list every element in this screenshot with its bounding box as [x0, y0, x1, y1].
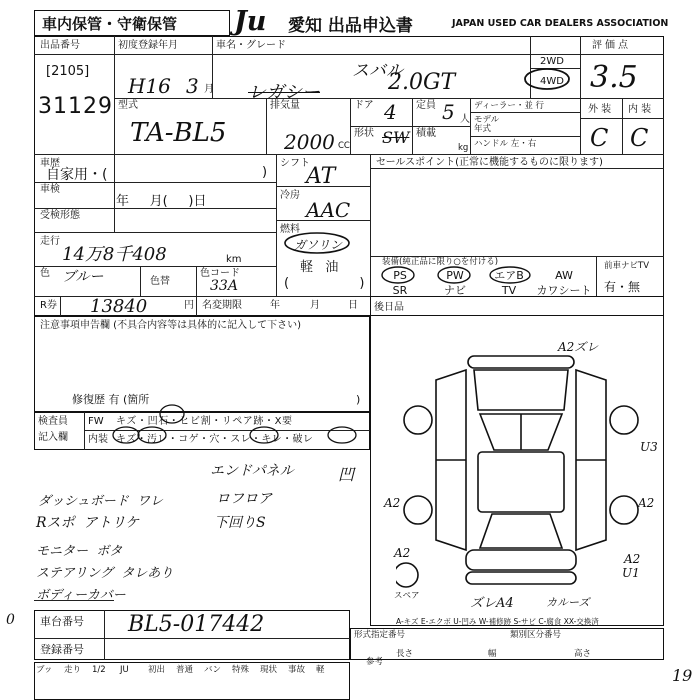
equip-airbag: エアB: [494, 269, 524, 282]
aircon-label: 冷房: [280, 190, 300, 201]
form-title: 愛知 出品申込書: [288, 16, 413, 36]
notes-label: 注意事項申告欄 (不具合内容等は具体的に記入して下さい): [40, 320, 301, 331]
equip-tv: TV: [501, 284, 517, 298]
registration-label: 登録番号: [40, 643, 84, 656]
note-monitor: モニター ボタ: [36, 544, 123, 559]
nc-year: 年: [270, 300, 280, 311]
color-code-value: 33A: [210, 278, 238, 294]
sales-points-label: セールスポイント(正常に機能するものに限ります): [376, 157, 603, 168]
use-type-close: ): [262, 165, 268, 180]
col-3: JU: [120, 665, 129, 675]
diagram-mark-a2-right: A2: [638, 496, 655, 510]
category-label: 類別区分番号: [510, 630, 562, 640]
capacity-unit: 人: [460, 114, 470, 125]
exterior-label: 外 装: [588, 104, 612, 115]
fw-row: キズ・凹石・ヒビ割・リペア跡・X要: [116, 416, 293, 427]
note-end-panel: エンドパネル: [210, 463, 294, 479]
car-history-label: 車歴: [40, 158, 60, 169]
score-title: 評価点: [592, 40, 631, 51]
shape-value: SW: [382, 128, 410, 147]
entry-label: 記入欄: [38, 432, 68, 443]
note-steering: ステアリング タレあり: [36, 566, 174, 581]
grade-value: 2.0GT: [388, 70, 456, 95]
drive-circle: [522, 66, 572, 92]
note-underbody: 下回りS: [214, 515, 266, 531]
equip-aw: AW: [555, 269, 573, 282]
color-change-label: 色替: [150, 276, 170, 287]
handle-label: ハンドル 左・右: [474, 139, 537, 149]
doors-label: ドア: [354, 100, 374, 111]
equip-sr: SR: [392, 284, 408, 298]
equip-leather: カワシート: [536, 284, 592, 298]
capacity-value: 5: [442, 100, 455, 124]
mileage-value: 14万8千408: [62, 244, 167, 265]
tally-mark: 19: [672, 666, 693, 685]
length-label: 長さ: [396, 649, 414, 659]
bottom-columns: [36, 666, 344, 675]
note-body-cover: ボディーカバー: [36, 588, 126, 603]
exterior-grade: C: [590, 124, 609, 152]
reference-label: 参考: [366, 657, 384, 667]
kg-unit: kg: [458, 143, 469, 153]
diagram-mark-top: A2ズレ: [558, 340, 599, 354]
inspection-type-label: 受検形態: [40, 210, 80, 221]
load-label: 積載: [416, 128, 436, 139]
col-7: 特殊: [232, 665, 250, 675]
shift-value: AT: [306, 164, 336, 189]
diagram-mark-bottom: ズレA4: [470, 596, 514, 611]
note-floor: ロフロア: [216, 491, 272, 507]
width-label: 幅: [488, 649, 497, 659]
yen-unit: 円: [184, 300, 194, 311]
equipment-label: 装備(純正品に限り○を付ける): [382, 257, 499, 267]
spare-label: スペア: [394, 591, 420, 601]
diagram-mark-a2-left: A2: [384, 496, 401, 510]
color-code-label: 色コード: [200, 268, 240, 279]
navi-options: 有・無: [604, 280, 641, 294]
displacement-value: 2000: [284, 130, 335, 154]
recycle-label: R券: [40, 300, 57, 311]
repair-history-label: 修復歴 有 (箇所: [72, 393, 150, 406]
fuel-label: 燃料: [280, 224, 300, 235]
brand-name: スバル: [352, 61, 403, 81]
shift-label: シフト: [280, 158, 310, 169]
fuel-value: ガソリン: [294, 238, 343, 252]
note-dent: 凹: [338, 465, 355, 484]
inspector-label: 検査員: [38, 416, 68, 427]
diagram-mark-a2-lower-right: A2: [624, 552, 641, 566]
note-dashboard: ダッシュボード ワレ: [38, 494, 164, 509]
col-10: 軽: [316, 665, 325, 675]
color-label: 色: [40, 268, 50, 279]
cc-unit: CC: [338, 141, 350, 151]
km-unit: km: [226, 254, 242, 265]
lot-number-label: 出品番号: [40, 40, 80, 51]
inspection-circles: [112, 402, 372, 450]
interior-prefix: 内装: [88, 434, 108, 445]
type-cert-label: 形式指定番号: [354, 630, 406, 640]
car-name-label: 車名・グレード: [216, 40, 286, 51]
displacement-label: 排気量: [270, 100, 300, 111]
diagram-mark-bottom-right: カルーズ: [546, 596, 590, 609]
chassis-value: BL5-017442: [128, 612, 265, 637]
reg-month-unit: 月: [204, 84, 214, 95]
col-1: 走り: [64, 665, 82, 675]
col-5: 普通: [176, 665, 194, 675]
equipment-circles: [378, 264, 538, 286]
doors-value: 4: [384, 100, 397, 124]
recycle-fee: 13840: [90, 296, 148, 317]
diagram-mark-u1: U1: [622, 566, 640, 580]
model-code-label: 型式: [118, 100, 138, 111]
navi-tv-label: 前車ナビTV: [604, 261, 650, 271]
first-registration-label: 初度登録年月: [118, 40, 178, 51]
use-type: 自家用・(: [46, 167, 108, 183]
shape-label: 形状: [354, 128, 374, 139]
wd4-label: 4WD: [540, 76, 564, 87]
repair-close: ): [356, 393, 361, 406]
col-2: 1/2: [92, 665, 106, 675]
capacity-label: 定員: [416, 100, 436, 111]
rear-label: 後日品: [374, 302, 404, 313]
model-year-label: モデル 年式: [474, 115, 500, 135]
association-name: JAPAN USED CAR DEALERS ASSOCIATION: [452, 18, 669, 29]
inspection-label: 車検: [40, 184, 60, 195]
reg-year: H16: [128, 74, 171, 98]
col-4: 初出: [148, 665, 166, 675]
page-mark: 0: [6, 612, 15, 628]
lot-number-value: 31129: [38, 94, 113, 119]
nc-day: 日: [348, 300, 358, 311]
color-value: ブルー: [62, 269, 104, 285]
col-0: ブッ: [36, 665, 53, 675]
interior-label: 内 装: [628, 104, 652, 115]
diagram-mark-a2-lower: A2: [394, 546, 411, 560]
equip-navi: ナビ: [444, 284, 466, 298]
dealer-label: ディーラー・並 行: [474, 101, 545, 111]
fw-label: FW: [88, 416, 104, 427]
height-label: 高さ: [574, 649, 592, 659]
model-code-value: TA-BL5: [130, 118, 227, 148]
score-value: 3.5: [590, 60, 638, 95]
damage-legend: A-キズ E-エクボ U-凹み W-補修跡 S-サビ C-腐食 XX-交換済: [396, 617, 599, 626]
equip-pw: PW: [446, 269, 464, 282]
col-8: 現状: [260, 665, 278, 675]
car-diagram: [396, 340, 646, 600]
ju-logo: Ju: [234, 6, 267, 37]
mileage-label: 走行: [40, 236, 60, 247]
name-change-label: 名変期限: [202, 300, 242, 311]
col-6: バン: [204, 665, 222, 675]
interior-row: キズ・汚レ・コゲ・穴・スレ・キレ・破レ: [116, 434, 314, 445]
note-rear-spoiler: Rスポ アトリケ: [36, 515, 140, 531]
chassis-label: 車台番号: [40, 615, 84, 628]
storage-notice: 車内保管・守衛保管: [42, 15, 178, 33]
nc-month: 月: [310, 300, 320, 311]
diagram-mark-u3: U3: [640, 440, 658, 454]
equip-ps: PS: [393, 269, 407, 282]
aircon-value: AAC: [306, 198, 351, 222]
col-9: 事故: [288, 665, 306, 675]
reg-month: 3: [186, 74, 199, 98]
paren-row: ( ): [284, 276, 365, 291]
car-name-struck: レガシー: [248, 82, 320, 103]
inspection-date: 年 月( )日: [116, 194, 207, 209]
interior-grade: C: [630, 124, 649, 152]
light-oil-label: 軽 油: [300, 260, 339, 275]
auction-code: [2105]: [46, 64, 90, 79]
wd2-label: 2WD: [540, 56, 564, 67]
